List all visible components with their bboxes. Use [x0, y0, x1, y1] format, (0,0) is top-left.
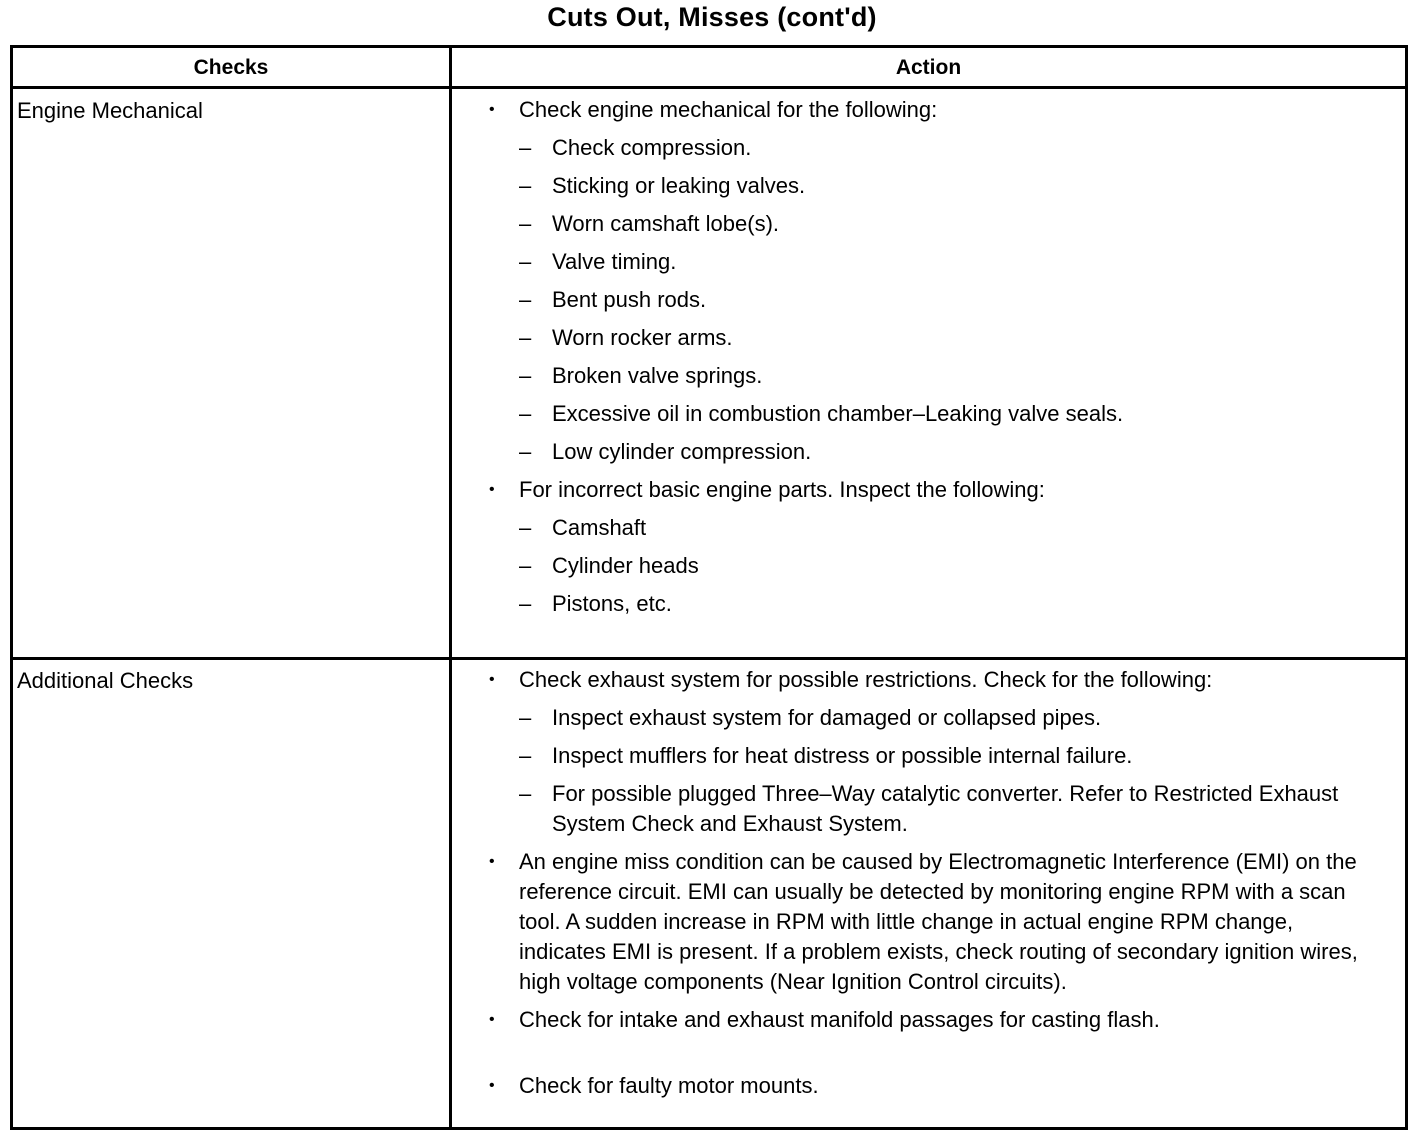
row-divider: [13, 657, 1405, 660]
list-item: – Cylinder heads: [489, 551, 1369, 581]
list-item: • An engine miss condition can be caused by Electromagnetic Interference (EMI) on the reference circuit. EMI can usually be detected by monitoring engine RPM with a scan tool. A sudden increase in RPM with little change in actual engine RPM change, indicates EMI is present. If a problem exists, check routing of secondary ignition wires, high voltage components (Near Ignition Control circuits).: [489, 847, 1369, 997]
list-item: – Sticking or leaking valves.: [489, 171, 1369, 201]
list-item: – Pistons, etc.: [489, 589, 1369, 619]
list-item: • Check for intake and exhaust manifold passages for casting flash.: [489, 1005, 1369, 1035]
list-item: • For incorrect basic engine parts. Inspect the following:: [489, 475, 1369, 505]
list-item: – Valve timing.: [489, 247, 1369, 277]
list-item: – Worn camshaft lobe(s).: [489, 209, 1369, 239]
column-divider: [449, 48, 452, 1127]
header-divider: [13, 86, 1405, 89]
list-item: – Bent push rods.: [489, 285, 1369, 315]
list-item: – Excessive oil in combustion chamber–Leaking valve seals.: [489, 399, 1369, 429]
list-item: – Inspect exhaust system for damaged or collapsed pipes.: [489, 703, 1369, 733]
list-item: – Check compression.: [489, 133, 1369, 163]
check-engine-mechanical: Engine Mechanical: [17, 98, 203, 123]
additional-checks-actions: [489, 665, 1369, 1101]
list-item: – Worn rocker arms.: [489, 323, 1369, 353]
header-checks: Checks: [193, 56, 269, 79]
header-action: Action: [895, 56, 962, 79]
check-additional-checks: Additional Checks: [17, 668, 194, 693]
list-item: • Check exhaust system for possible restrictions. Check for the following:: [489, 665, 1369, 695]
list-item: • Check for faulty motor mounts.: [489, 1071, 1369, 1101]
page-title: Cuts Out, Misses (cont'd): [547, 2, 877, 32]
list-item: – For possible plugged Three–Way catalytic converter. Refer to Restricted Exhaust System Check and Exhaust System.: [489, 779, 1369, 839]
list-item: – Inspect mufflers for heat distress or possible internal failure.: [489, 741, 1369, 771]
diagnostic-table: [10, 45, 1408, 1130]
list-item: • Check engine mechanical for the following:: [489, 95, 1369, 125]
engine-mechanical-actions: [489, 95, 1369, 627]
list-item: – Broken valve springs.: [489, 361, 1369, 391]
list-item: – Camshaft: [489, 513, 1369, 543]
list-item: – Low cylinder compression.: [489, 437, 1369, 467]
